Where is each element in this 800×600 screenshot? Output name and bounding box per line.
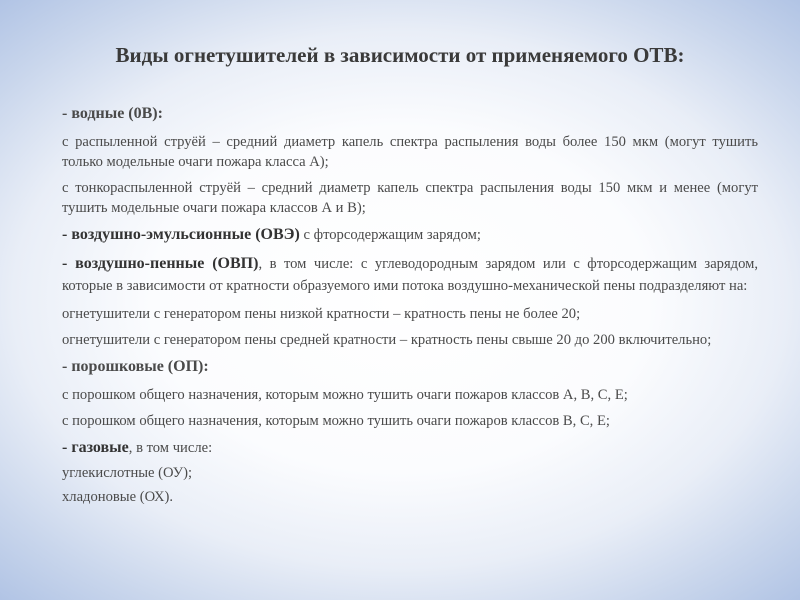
slide-body <box>62 103 758 511</box>
air-emulsion-heading <box>62 224 758 246</box>
powder-item-abce: с порошком общего назначения, которым можно тушить очаги пожаров классов А, В, С, Е; <box>62 387 628 403</box>
air-emulsion-rest: с фторсодержащим зарядом; <box>299 227 481 243</box>
gas-rest: , в том числе: <box>128 440 213 456</box>
gas-heading <box>62 437 758 459</box>
powder-heading: - порошковые (ОП): <box>62 358 209 375</box>
gas-item-co2: углекислотные (ОУ); <box>62 465 193 481</box>
air-foam-rest: , в том числе: с углеводородным зарядом или с фторсодержащим зарядом, которые в зависимости от кратности образуемого ими потока воздушно-механической пены подразделяют на: <box>62 256 759 294</box>
powder-item-bce: с порошком общего назначения, которым можно тушить очаги пожаров классов В, С, Е; <box>62 413 610 429</box>
gas-label: - газовые <box>62 439 129 456</box>
air-foam-label: - воздушно-пенные (ОВП) <box>62 255 259 272</box>
gas-item-halon: хладоновые (ОХ). <box>62 489 174 505</box>
slide-title: Виды огнетушителей в зависимости от применяемого ОТВ: <box>115 43 685 67</box>
water-item-fine-sprayed: с тонкораспыленной струёй – средний диаметр капель спектра распыления воды 150 мкм и менее (могут тушить модельные очаги пожара классов А и В); <box>62 180 758 216</box>
air-emulsion-label: - воздушно-эмульсионные (ОВЭ) <box>62 226 300 243</box>
water-item-sprayed: с распыленной струёй – средний диаметр капель спектра распыления воды более 150 мкм (могут тушить только модельные очаги пожара класса А); <box>62 134 758 170</box>
air-foam-item-low: огнетушители с генератором пены низкой кратности – кратность пены не более 20; <box>62 306 581 322</box>
air-foam-item-medium: огнетушители с генератором пены средней кратности – кратность пены свыше 20 до 200 включительно; <box>62 332 712 348</box>
air-foam-heading <box>62 253 758 297</box>
water-heading: - водные (0В): <box>62 105 163 122</box>
